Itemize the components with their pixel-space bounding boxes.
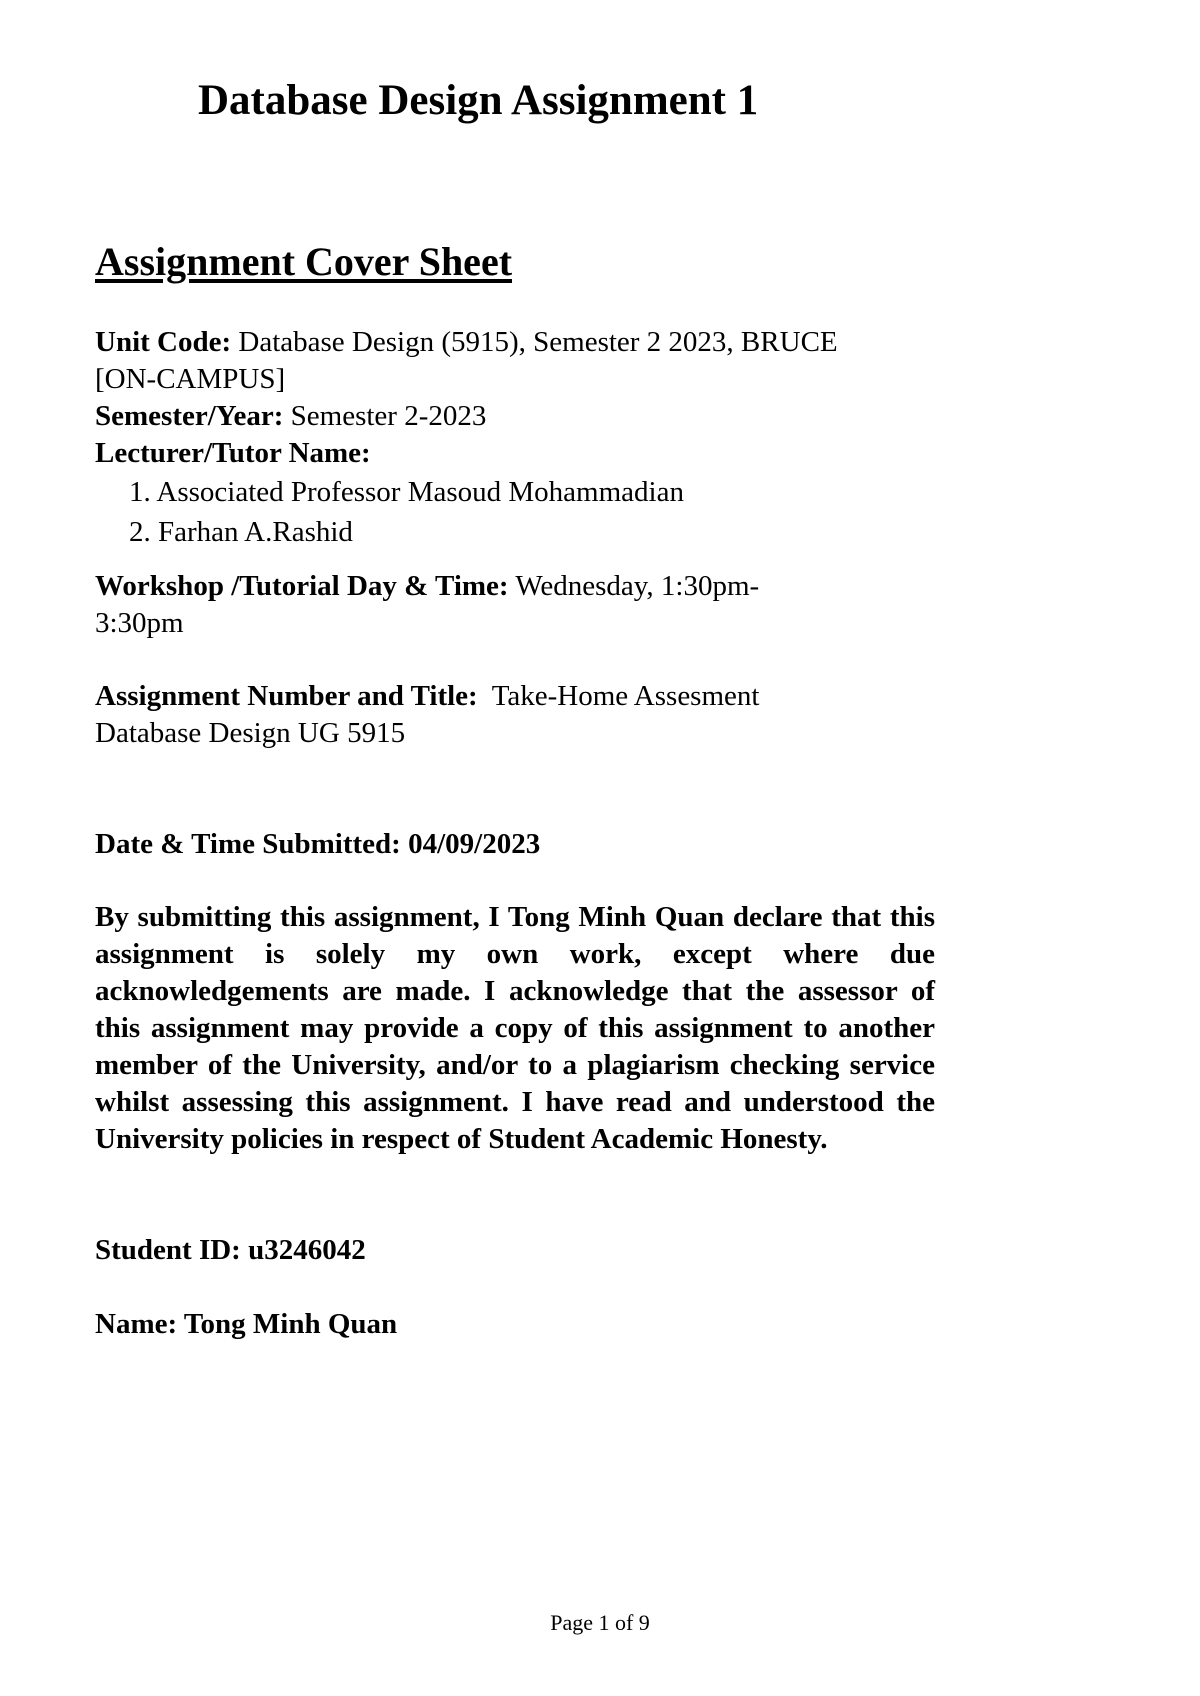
declaration-text: By submitting this assignment, I Tong Minh Quan declare that this assignment is solely my own work, except where due acknowledgements are made. I acknowledge that the assessor of this assignment may provide a copy of this assignment to another member of the University, and/or to a plagiarism checking service whilst assessing this assignment. I have read and understood the University policies in respect of Student Academic Honesty. [95, 901, 935, 1155]
unit-code-value-cont: [ON-CAMPUS] [95, 363, 286, 395]
workshop-value-cont: 3:30pm [95, 607, 184, 639]
unit-code-label: Unit Code: [95, 326, 232, 358]
cover-sheet-body [95, 324, 935, 1343]
page-title: Database Design Assignment 1 [198, 77, 759, 124]
submission-date: Date & Time Submitted: 04/09/2023 [95, 828, 541, 860]
assignment-title-value: Take-Home Assesment [491, 680, 760, 712]
workshop-value: Wednesday, 1:30pm- [515, 570, 760, 602]
assignment-title-value-cont: Database Design UG 5915 [95, 717, 406, 749]
assignment-title-label: Assignment Number and Title: [95, 680, 478, 712]
list-item [129, 472, 935, 512]
page-number: Page 1 of 9 [550, 1610, 650, 1635]
lecturer-label-line [95, 435, 935, 472]
lecturer-name: Associated Professor Masoud Mohammadian [156, 476, 684, 508]
student-name: Name: Tong Minh Quan [95, 1308, 398, 1340]
lecturer-label: Lecturer/Tutor Name: [95, 437, 371, 469]
unit-code-value: Database Design (5915), Semester 2 2023, BRUCE [238, 326, 838, 358]
cover-sheet-heading: Assignment Cover Sheet [95, 239, 513, 284]
list-number: 1. [129, 476, 151, 508]
semester-year-line [95, 398, 935, 435]
workshop-line [95, 568, 935, 642]
semester-year-value: Semester 2-2023 [290, 400, 487, 432]
list-item [129, 512, 935, 552]
lecturer-name: Farhan A.Rashid [158, 516, 353, 548]
unit-code-line [95, 324, 935, 398]
assignment-title-line [95, 678, 935, 752]
list-number: 2. [129, 516, 151, 548]
lecturer-list [95, 472, 935, 552]
workshop-label: Workshop /Tutorial Day & Time: [95, 570, 509, 602]
semester-year-label: Semester/Year: [95, 400, 284, 432]
student-id: Student ID: u3246042 [95, 1234, 366, 1266]
